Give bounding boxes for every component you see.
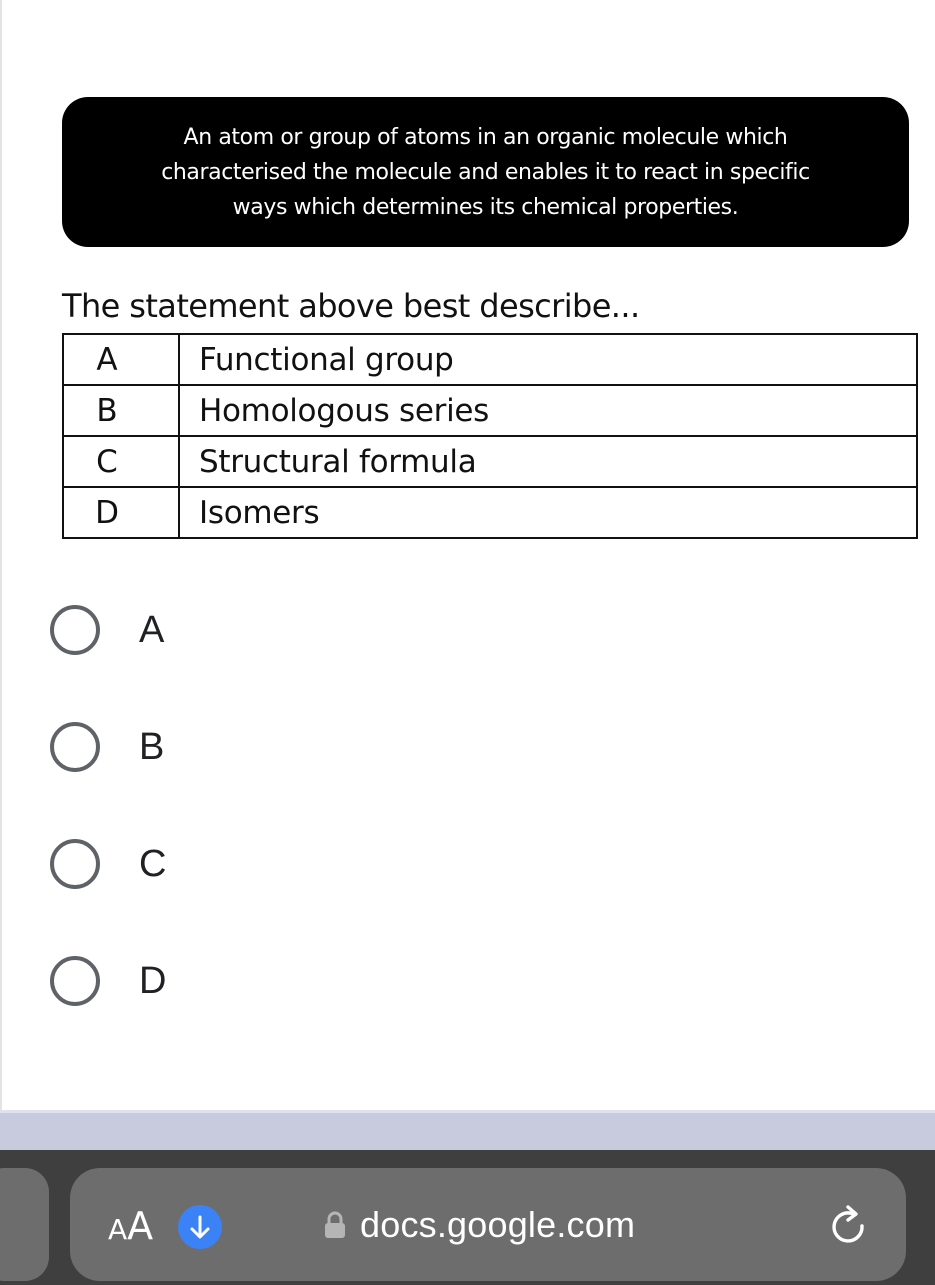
radio-button-a[interactable] [50, 605, 100, 655]
statement-line-3: ways which determines its chemical properties. [232, 194, 739, 220]
statement-line-1: An atom or group of atoms in an organic molecule which [183, 124, 788, 150]
table-letter: B [63, 385, 179, 436]
choice-b-label[interactable]: B [139, 725, 165, 768]
download-arrow-icon[interactable] [178, 1205, 222, 1249]
choice-d-label[interactable]: D [139, 959, 167, 1002]
statement-line-2: characterised the molecule and enables it to react in specific [161, 159, 810, 185]
table-row [63, 385, 917, 436]
radio-button-c[interactable] [50, 839, 100, 889]
radio-button-b[interactable] [50, 722, 100, 772]
page-bottom-strip [0, 1110, 935, 1150]
reader-text-size-button[interactable] [108, 1206, 153, 1254]
address-bar[interactable] [70, 1168, 906, 1281]
aa-big-letter: A [127, 1204, 154, 1248]
browser-toolbar [0, 1150, 935, 1285]
lock-icon [323, 1210, 347, 1240]
table-description: Homologous series [179, 385, 917, 436]
question-prompt: The statement above best describe... [62, 287, 640, 325]
reload-icon[interactable] [828, 1204, 872, 1250]
table-row [63, 334, 917, 385]
table-description: Isomers [179, 487, 917, 538]
choice-b-option[interactable] [50, 717, 164, 777]
previous-tab-edge[interactable] [0, 1168, 49, 1281]
url-text[interactable]: docs.google.com [360, 1204, 636, 1245]
choice-c-label[interactable]: C [139, 842, 167, 885]
table-letter: A [63, 334, 179, 385]
choice-d-option[interactable] [50, 951, 166, 1011]
radio-button-d[interactable] [50, 956, 100, 1006]
table-letter: C [63, 436, 179, 487]
answer-options-table [62, 333, 918, 539]
table-row [63, 487, 917, 538]
question-statement-image [62, 97, 909, 247]
table-letter: D [63, 487, 179, 538]
table-description: Structural formula [179, 436, 917, 487]
table-description: Functional group [179, 334, 917, 385]
choice-a-option[interactable] [50, 600, 164, 660]
choice-c-option[interactable] [50, 834, 166, 894]
aa-small-letter: A [108, 1213, 128, 1246]
choice-a-label[interactable]: A [139, 608, 165, 651]
table-row [63, 436, 917, 487]
